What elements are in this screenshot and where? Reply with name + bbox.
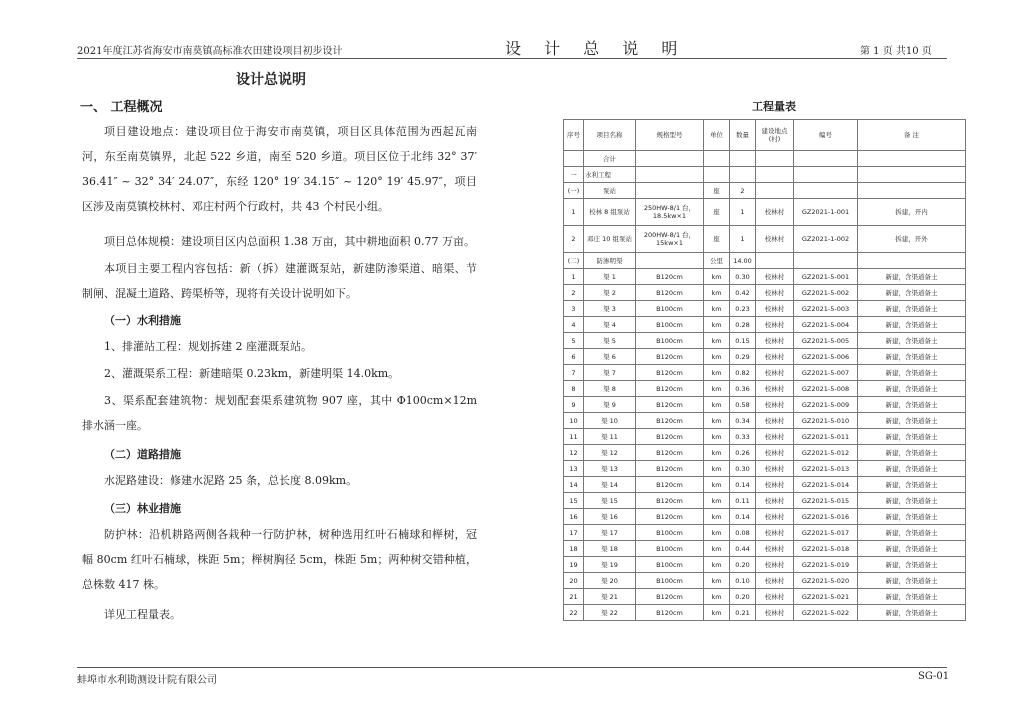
table-cell: km xyxy=(704,589,730,605)
table-cell: 座 xyxy=(704,199,730,226)
table-cell: B120cm xyxy=(636,349,704,365)
table-cell: 0.33 xyxy=(730,429,756,445)
table-cell: GZ2021-5-003 xyxy=(794,301,858,317)
table-cell xyxy=(858,167,966,183)
table-cell: GZ2021-5-009 xyxy=(794,397,858,413)
table-cell: 新建，含渠道备土 xyxy=(858,525,966,541)
table-title: 工程量表 xyxy=(752,100,796,113)
table-header-cell: 数量 xyxy=(730,120,756,151)
table-cell: 渠 1 xyxy=(584,269,636,285)
table-row xyxy=(564,301,966,317)
table-cell: 校林村 xyxy=(756,445,794,461)
table-cell: km xyxy=(704,477,730,493)
table-cell: 9 xyxy=(564,397,584,413)
table-cell: B120cm xyxy=(636,285,704,301)
table-cell xyxy=(858,183,966,199)
table-cell: B120cm xyxy=(636,605,704,621)
table-cell: 校林村 xyxy=(756,381,794,397)
table-cell: 0.14 xyxy=(730,477,756,493)
table-cell: GZ2021-5-016 xyxy=(794,509,858,525)
subheading-water: （一）水利措施 xyxy=(104,314,181,327)
table-cell: 泵站 xyxy=(584,183,636,199)
table-header-cell: 备 注 xyxy=(858,120,966,151)
table-cell: 渠 16 xyxy=(584,509,636,525)
table-cell: 渠 14 xyxy=(584,477,636,493)
table-cell: km xyxy=(704,269,730,285)
table-cell: 渠 8 xyxy=(584,381,636,397)
header-title: 设 计 总 说 明 xyxy=(505,39,687,58)
table-header-cell: 单位 xyxy=(704,120,730,151)
table-cell: GZ2021-5-018 xyxy=(794,541,858,557)
table-cell: km xyxy=(704,397,730,413)
table-row xyxy=(564,477,966,493)
table-header-cell: 编号 xyxy=(794,120,858,151)
table-cell: 渠 15 xyxy=(584,493,636,509)
table-cell: GZ2021-5-012 xyxy=(794,445,858,461)
table-cell: 新建，含渠道备土 xyxy=(858,493,966,509)
table-row xyxy=(564,413,966,429)
table-cell: GZ2021-5-015 xyxy=(794,493,858,509)
table-cell: km xyxy=(704,445,730,461)
table-cell: 17 xyxy=(564,525,584,541)
document-title: 设计总说明 xyxy=(236,72,306,88)
table-row xyxy=(564,349,966,365)
table-cell xyxy=(704,167,730,183)
table-cell: 16 xyxy=(564,509,584,525)
table-cell xyxy=(794,167,858,183)
table-cell: 防渗明渠 xyxy=(584,253,636,269)
table-cell xyxy=(730,167,756,183)
table-cell: 公里 xyxy=(704,253,730,269)
table-row xyxy=(564,199,966,226)
table-cell: 0.29 xyxy=(730,349,756,365)
table-cell xyxy=(564,151,584,167)
table-cell: GZ2021-1-001 xyxy=(794,199,858,226)
table-cell: GZ2021-5-010 xyxy=(794,413,858,429)
table-row xyxy=(564,605,966,621)
table-cell: 18 xyxy=(564,541,584,557)
table-cell: 校林村 xyxy=(756,333,794,349)
table-cell: km xyxy=(704,413,730,429)
table-cell: 渠 9 xyxy=(584,397,636,413)
table-row xyxy=(564,381,966,397)
header-project-name: 2021年度江苏省海安市南莫镇高标准农田建设项目初步设计 xyxy=(77,46,343,57)
table-cell xyxy=(636,183,704,199)
table-cell: B120cm xyxy=(636,397,704,413)
footer-company: 蚌埠市水利勘测设计院有限公司 xyxy=(77,675,217,686)
paragraph-scale: 项目总体规模：建设项目区内总面积 1.38 万亩，其中耕地面积 0.77 万亩。 xyxy=(104,235,475,248)
table-cell: B120cm xyxy=(636,445,704,461)
table-cell: GZ2021-5-014 xyxy=(794,477,858,493)
table-cell: 1 xyxy=(730,226,756,253)
table-cell: 渠 11 xyxy=(584,429,636,445)
table-cell: 新建，含渠道备土 xyxy=(858,365,966,381)
table-row xyxy=(564,557,966,573)
table-cell: 0.15 xyxy=(730,333,756,349)
table-cell xyxy=(756,151,794,167)
table-cell: 14.00 xyxy=(730,253,756,269)
table-cell: 22 xyxy=(564,605,584,621)
table-cell: GZ2021-5-008 xyxy=(794,381,858,397)
table-cell: 0.11 xyxy=(730,493,756,509)
table-cell: 7 xyxy=(564,365,584,381)
table-cell: 新建，含渠道备土 xyxy=(858,269,966,285)
table-row xyxy=(564,429,966,445)
table-cell: B120cm xyxy=(636,269,704,285)
subheading-road: （二）道路措施 xyxy=(104,448,181,461)
table-cell: 水利工程 xyxy=(584,167,636,183)
table-cell: km xyxy=(704,509,730,525)
table-cell: 3 xyxy=(564,301,584,317)
table-cell: 校林村 xyxy=(756,269,794,285)
paragraph-contents: 本项目主要工程内容包括：新（拆）建灌溉泵站，新建防渗渠道、暗渠、节制闸、混凝土道路、跨渠桥等，现将有关设计说明如下。 xyxy=(82,262,477,300)
table-cell: 渠 3 xyxy=(584,301,636,317)
table-cell: 校林村 xyxy=(756,573,794,589)
table-cell: 2 xyxy=(730,183,756,199)
table-cell: km xyxy=(704,557,730,573)
forestry-item-1: 防护林：沿机耕路两侧各栽种一行防护林，树种选用红叶石楠球和榉树，冠幅 80cm 红叶石楠球，株距 5m；榉树胸径 5cm，株距 5m；两种树交错种植，总株数 417 株。 xyxy=(82,528,477,591)
table-cell: 0.82 xyxy=(730,365,756,381)
table-cell: 0.14 xyxy=(730,509,756,525)
table-cell: 0.21 xyxy=(730,605,756,621)
table-cell: GZ2021-5-021 xyxy=(794,589,858,605)
table-cell: 0.28 xyxy=(730,317,756,333)
table-cell: 4 xyxy=(564,317,584,333)
table-cell: 12 xyxy=(564,445,584,461)
table-cell: 6 xyxy=(564,349,584,365)
table-cell: km xyxy=(704,525,730,541)
table-cell: 拆建，开外 xyxy=(858,226,966,253)
table-row xyxy=(564,461,966,477)
table-cell: GZ2021-5-004 xyxy=(794,317,858,333)
table-cell: 0.42 xyxy=(730,285,756,301)
table-cell: B100cm xyxy=(636,333,704,349)
footer-divider xyxy=(77,667,947,668)
table-cell: km xyxy=(704,333,730,349)
table-cell: 11 xyxy=(564,429,584,445)
table-cell: 新建，含渠道备土 xyxy=(858,349,966,365)
table-cell: 0.34 xyxy=(730,413,756,429)
table-cell: 座 xyxy=(704,183,730,199)
table-row xyxy=(564,167,966,183)
table-cell: 渠 21 xyxy=(584,589,636,605)
table-cell: 渠 10 xyxy=(584,413,636,429)
table-cell: GZ2021-5-001 xyxy=(794,269,858,285)
table-cell: B120cm xyxy=(636,365,704,381)
table-cell xyxy=(858,253,966,269)
table-cell: 0.10 xyxy=(730,573,756,589)
table-cell: B120cm xyxy=(636,509,704,525)
table-cell: 渠 5 xyxy=(584,333,636,349)
table-cell: 校林村 xyxy=(756,349,794,365)
table-cell: km xyxy=(704,365,730,381)
table-cell xyxy=(730,151,756,167)
table-cell: GZ2021-5-002 xyxy=(794,285,858,301)
table-cell: 渠 4 xyxy=(584,317,636,333)
table-cell: 校林村 xyxy=(756,589,794,605)
table-cell: 校林村 xyxy=(756,429,794,445)
water-item-1: 1、排灌站工程：规划拆建 2 座灌溉泵站。 xyxy=(104,340,312,353)
water-item-2: 2、灌溉渠系工程：新建暗渠 0.23km，新建明渠 14.0km。 xyxy=(104,367,400,380)
table-header-cell: 建设地点(村) xyxy=(756,120,794,151)
table-cell: 新建，含渠道备土 xyxy=(858,333,966,349)
table-cell xyxy=(756,167,794,183)
table-row xyxy=(564,365,966,381)
footer-sheet-code: SG-01 xyxy=(918,671,950,682)
table-cell: km xyxy=(704,317,730,333)
table-row xyxy=(564,589,966,605)
table-cell: 新建，含渠道备土 xyxy=(858,381,966,397)
table-cell: 0.44 xyxy=(730,541,756,557)
table-cell: B100cm xyxy=(636,525,704,541)
table-cell xyxy=(636,167,704,183)
table-cell xyxy=(636,151,704,167)
table-cell: 新建，含渠道备土 xyxy=(858,285,966,301)
table-row xyxy=(564,525,966,541)
paragraph-location: 项目建设地点：建设项目位于海安市南莫镇，项目区具体范围为西起瓦南河，东至南莫镇界，北起 522 乡道，南至 520 乡道。项目区位于北纬 32° 37′ 36.41″ ~ 32° 34′ 24.07″，东经 120° 19′ 34.15″ ~ 120° 19′ 45.97″，项目区涉及南莫镇校林村、邓庄村两个行政村，共 43 个村民小组。 xyxy=(82,125,477,213)
table-cell: 渠 7 xyxy=(584,365,636,381)
table-cell xyxy=(794,253,858,269)
table-cell: B120cm xyxy=(636,381,704,397)
table-cell: 校林村 xyxy=(756,226,794,253)
table-cell: B120cm xyxy=(636,477,704,493)
table-cell: 新建，含渠道备土 xyxy=(858,397,966,413)
table-cell: GZ2021-5-020 xyxy=(794,573,858,589)
table-cell: 校林村 xyxy=(756,317,794,333)
table-cell: (二) xyxy=(564,253,584,269)
table-cell: 座 xyxy=(704,226,730,253)
table-cell: 拆建，开内 xyxy=(858,199,966,226)
table-cell: 14 xyxy=(564,477,584,493)
table-cell: km xyxy=(704,381,730,397)
table-row xyxy=(564,541,966,557)
table-cell: B100cm xyxy=(636,317,704,333)
table-row xyxy=(564,573,966,589)
table-cell: 10 xyxy=(564,413,584,429)
table-row xyxy=(564,285,966,301)
road-item-1: 水泥路建设：修建水泥路 25 条，总长度 8.09km。 xyxy=(104,474,358,487)
table-row xyxy=(564,317,966,333)
table-cell: 15 xyxy=(564,493,584,509)
table-cell: km xyxy=(704,493,730,509)
table-cell: 新建，含渠道备土 xyxy=(858,429,966,445)
table-cell: 8 xyxy=(564,381,584,397)
table-cell: 校林村 xyxy=(756,493,794,509)
table-cell: 21 xyxy=(564,589,584,605)
table-cell: 5 xyxy=(564,333,584,349)
table-cell: km xyxy=(704,541,730,557)
table-header-cell: 规格型号 xyxy=(636,120,704,151)
table-cell: (一) xyxy=(564,183,584,199)
table-cell: B120cm xyxy=(636,493,704,509)
table-cell: 校林村 xyxy=(756,413,794,429)
table-cell: GZ2021-5-007 xyxy=(794,365,858,381)
table-cell: 校林村 xyxy=(756,509,794,525)
table-row xyxy=(564,151,966,167)
section-heading-overview: 一、 工程概况 xyxy=(80,100,163,115)
table-cell xyxy=(636,253,704,269)
table-cell: 1 xyxy=(730,199,756,226)
table-cell: 新建，含渠道备土 xyxy=(858,445,966,461)
table-cell: 新建，含渠道备土 xyxy=(858,413,966,429)
table-cell: GZ2021-5-011 xyxy=(794,429,858,445)
quantity-table xyxy=(563,119,966,621)
table-cell xyxy=(794,151,858,167)
table-cell: 0.58 xyxy=(730,397,756,413)
table-cell: 0.26 xyxy=(730,445,756,461)
water-item-3: 3、渠系配套建筑物：规划配套渠系建筑物 907 座，其中 Φ100cm×12m 排水涵一座。 xyxy=(82,394,477,432)
table-cell: B120cm xyxy=(636,429,704,445)
table-row xyxy=(564,269,966,285)
table-cell: 渠 2 xyxy=(584,285,636,301)
table-cell: 13 xyxy=(564,461,584,477)
table-cell: 20 xyxy=(564,573,584,589)
table-cell: GZ2021-5-005 xyxy=(794,333,858,349)
table-cell: 一 xyxy=(564,167,584,183)
table-cell: 渠 20 xyxy=(584,573,636,589)
table-cell: 0.08 xyxy=(730,525,756,541)
table-cell: 校林村 xyxy=(756,461,794,477)
table-cell: 校林村 xyxy=(756,285,794,301)
table-cell: 渠 18 xyxy=(584,541,636,557)
table-cell: 新建，含渠道备土 xyxy=(858,557,966,573)
table-cell: 新建，含渠道备土 xyxy=(858,301,966,317)
table-cell: 校林村 xyxy=(756,557,794,573)
table-cell: km xyxy=(704,461,730,477)
table-cell: B100cm xyxy=(636,557,704,573)
table-cell: 校林 8 组泵站 xyxy=(584,199,636,226)
table-cell: 新建，含渠道备土 xyxy=(858,541,966,557)
table-cell: 渠 17 xyxy=(584,525,636,541)
table-cell: B100cm xyxy=(636,301,704,317)
table-cell xyxy=(704,151,730,167)
table-cell: 0.23 xyxy=(730,301,756,317)
table-cell: 0.20 xyxy=(730,589,756,605)
table-header-cell: 序号 xyxy=(564,120,584,151)
table-cell: 新建，含渠道备土 xyxy=(858,461,966,477)
table-cell: GZ2021-1-002 xyxy=(794,226,858,253)
table-cell: 新建，含渠道备土 xyxy=(858,589,966,605)
table-cell: 新建，含渠道备土 xyxy=(858,477,966,493)
table-cell: km xyxy=(704,429,730,445)
table-cell: 渠 19 xyxy=(584,557,636,573)
table-cell: 校林村 xyxy=(756,525,794,541)
table-row xyxy=(564,493,966,509)
table-cell: 校林村 xyxy=(756,301,794,317)
table-cell xyxy=(756,253,794,269)
table-header-cell: 项目名称 xyxy=(584,120,636,151)
header-divider xyxy=(77,58,947,59)
table-cell: 校林村 xyxy=(756,397,794,413)
table-cell: B120cm xyxy=(636,589,704,605)
table-cell: 0.20 xyxy=(730,557,756,573)
table-row xyxy=(564,445,966,461)
table-cell: 新建，含渠道备土 xyxy=(858,509,966,525)
table-row xyxy=(564,183,966,199)
table-cell: km xyxy=(704,573,730,589)
table-cell: 渠 13 xyxy=(584,461,636,477)
see-table-note: 详见工程量表。 xyxy=(104,608,181,621)
table-cell xyxy=(858,151,966,167)
table-cell: B120cm xyxy=(636,413,704,429)
table-cell: 渠 22 xyxy=(584,605,636,621)
table-cell: 2 xyxy=(564,226,584,253)
table-cell: GZ2021-5-017 xyxy=(794,525,858,541)
table-row xyxy=(564,253,966,269)
table-cell: 1 xyxy=(564,269,584,285)
table-cell: GZ2021-5-019 xyxy=(794,557,858,573)
table-cell: 渠 6 xyxy=(584,349,636,365)
table-cell: 0.30 xyxy=(730,269,756,285)
table-cell: B120cm xyxy=(636,461,704,477)
table-cell xyxy=(794,183,858,199)
table-cell: B100cm xyxy=(636,541,704,557)
table-cell: km xyxy=(704,349,730,365)
table-cell: 1 xyxy=(564,199,584,226)
table-cell: 200HW-8/1 台，15kw×1 xyxy=(636,226,704,253)
table-cell: 校林村 xyxy=(756,541,794,557)
table-cell: GZ2021-5-006 xyxy=(794,349,858,365)
subheading-forestry: （三）林业措施 xyxy=(104,502,181,515)
table-cell: 19 xyxy=(564,557,584,573)
table-cell: 校林村 xyxy=(756,605,794,621)
table-cell: 250HW-8/1 台，18.5kw×1 xyxy=(636,199,704,226)
table-cell: km xyxy=(704,605,730,621)
table-row xyxy=(564,397,966,413)
table-row xyxy=(564,226,966,253)
table-cell: 邓庄 10 组泵站 xyxy=(584,226,636,253)
table-header-row xyxy=(564,120,966,151)
table-cell: km xyxy=(704,301,730,317)
table-cell: 校林村 xyxy=(756,365,794,381)
table-cell: 渠 12 xyxy=(584,445,636,461)
table-cell xyxy=(756,183,794,199)
table-row xyxy=(564,333,966,349)
table-cell: 新建，含渠道备土 xyxy=(858,317,966,333)
table-cell: 0.30 xyxy=(730,461,756,477)
header-page-info: 第 1 页 共10 页 xyxy=(860,46,932,57)
table-cell: 2 xyxy=(564,285,584,301)
table-row xyxy=(564,509,966,525)
table-cell: km xyxy=(704,285,730,301)
table-cell: GZ2021-5-022 xyxy=(794,605,858,621)
table-cell: 合计 xyxy=(584,151,636,167)
table-cell: GZ2021-5-013 xyxy=(794,461,858,477)
table-cell: 校林村 xyxy=(756,199,794,226)
table-cell: 新建，含渠道备土 xyxy=(858,573,966,589)
table-cell: 0.36 xyxy=(730,381,756,397)
table-cell: 新建，含渠道备土 xyxy=(858,605,966,621)
table-cell: B100cm xyxy=(636,573,704,589)
table-cell: 校林村 xyxy=(756,477,794,493)
